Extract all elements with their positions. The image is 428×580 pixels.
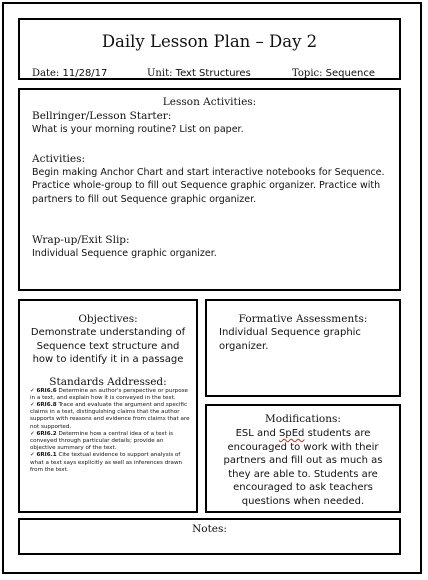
lesson-activities-box xyxy=(18,88,401,291)
standard-code: 6RI6.6 xyxy=(36,387,57,394)
unit-value: Text Structures xyxy=(175,68,251,79)
standard-code: 6RI6.8 xyxy=(36,401,57,408)
activities-heading: Activities: xyxy=(32,152,86,165)
bellringer-text: What is your morning routine? List on paper. xyxy=(32,124,244,135)
standard-item: ✓ 6RI6.8 Trace and evaluate the argument and specific claims in a text, distinguishing claims that the author supports with reasons and evidence from claims that are not supported. xyxy=(30,401,190,430)
standards-list xyxy=(20,388,196,474)
standards-heading: Standards Addressed: xyxy=(49,375,167,388)
date-field xyxy=(32,68,107,79)
standard-text: Determine an author's perspective or purpose in a text, and explain how it is conveyed in the text. xyxy=(30,387,188,401)
formative-assessments-box xyxy=(205,299,401,397)
objectives-box xyxy=(18,299,198,513)
standard-text: Trace and evaluate the argument and specific claims in a text, distinguishing claims that the author supports with reasons and evidence from claims that are not supported. xyxy=(30,401,190,430)
wrapup-text: Individual Sequence graphic organizer. xyxy=(32,248,217,260)
modifications-heading: Modifications: xyxy=(265,413,341,425)
bellringer-heading: Bellringer/Lesson Starter: xyxy=(32,110,172,122)
objectives-heading: Objectives: xyxy=(78,313,138,325)
standard-code: 6RI6.1 xyxy=(36,452,57,459)
standard-text: Determine how a central idea of a text is conveyed through particular details; provide an objective summary of the text. xyxy=(30,430,174,452)
modifications-text xyxy=(215,427,391,508)
topic-label: Topic: xyxy=(292,68,323,79)
standard-item: ✓ 6RI6.6 Determine an author's perspective or purpose in a text, and explain how it is conveyed in the text. xyxy=(30,387,188,401)
topic-field xyxy=(292,68,375,79)
standard-item: ✓ 6RI6.2 Determine how a central idea of a text is conveyed through particular details; provide an objective summary of the text. xyxy=(30,430,174,452)
unit-label: Unit: xyxy=(147,68,173,79)
modifications-text-start: ESL and xyxy=(235,428,280,439)
header-box xyxy=(18,18,401,80)
standard-item: ✓ 6RI6.1 Cite textual evidence to support analysis of what a text says explicitly as well as inferences drawn from the text. xyxy=(30,452,183,473)
standard-code: 6RI6.2 xyxy=(36,430,57,437)
date-label: Date: xyxy=(32,68,60,79)
modifications-text-end: students are encouraged to work with their partners and fill out as much as they are able to. Students are encouraged to ask teachers questions when needed. xyxy=(223,428,383,507)
unit-field xyxy=(147,68,251,79)
sped-word: SpEd xyxy=(279,428,305,439)
page-title: Daily Lesson Plan – Day 2 xyxy=(101,32,318,51)
modifications-box xyxy=(205,404,401,513)
wrapup-heading: Wrap-up/Exit Slip: xyxy=(32,234,130,247)
objectives-text: Demonstrate understanding of Sequence text structure and how to identify it in a passage xyxy=(30,327,186,365)
formative-heading: Formative Assessments: xyxy=(238,313,368,325)
formative-text: Individual Sequence graphic organizer. xyxy=(219,327,361,352)
notes-heading: Notes: xyxy=(192,523,227,535)
notes-box xyxy=(18,518,401,555)
lesson-activities-heading: Lesson Activities: xyxy=(162,96,257,108)
standard-text: Cite textual evidence to support analysis of what a text says explicitly as well as inferences drawn from the text. xyxy=(30,452,183,473)
activities-text: Begin making Anchor Chart and start interactive notebooks for Sequence. Practice whole-group to fill out Sequence graphic organizer. Practice with partners to fill out Sequence graphic organizer. xyxy=(32,166,385,205)
topic-value: Sequence xyxy=(325,68,375,79)
date-value: 11/28/17 xyxy=(62,68,108,79)
